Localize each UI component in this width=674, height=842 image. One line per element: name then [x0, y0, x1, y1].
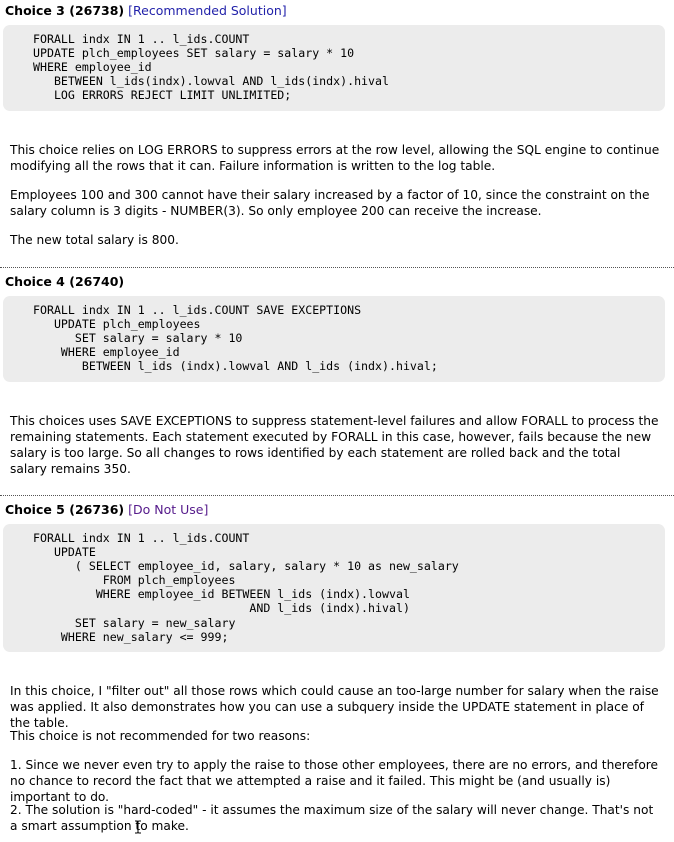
choice-5-code: FORALL indx IN 1 .. l_ids.COUNT UPDATE ( SELECT employee_id, salary, salary * 10 as new_salary FROM plch_employees WHERE employee_id BETWEEN l_ids (indx).lowval AND l_ids (indx).hival) SET salary = new_salary WHERE new_salary <= 999;	[33, 531, 459, 644]
choice-3-paragraph-1: This choice relies on LOG ERRORS to suppress errors at the row level, allowing the SQL engine to continue modifying all the rows that it can. Failure information is written to the log table.	[10, 143, 660, 173]
do-not-use-tag: [Do Not Use]	[128, 502, 209, 517]
choice-3-title: Choice 3 (26738)	[5, 3, 125, 18]
choice-3-header	[5, 3, 287, 19]
choice-5-title: Choice 5 (26736)	[5, 502, 125, 517]
separator-2	[0, 495, 674, 496]
choice-4-code-block	[3, 296, 665, 382]
choice-5-header	[5, 502, 208, 518]
choice-3-paragraph-3: The new total salary is 800.	[10, 233, 179, 247]
choice-3-paragraph-2: Employees 100 and 300 cannot have their salary increased by a factor of 10, since the constraint on the salary column is 3 digits - NUMBER(3). So only employee 200 can receive the increase.	[10, 188, 650, 218]
text-cursor-icon	[134, 820, 142, 834]
choice-3-code-block	[3, 25, 665, 111]
choice-5-paragraph-4: 2. The solution is "hard-coded" - it assumes the maximum size of the salary will never change. That's not a smart assumption to make.	[10, 803, 654, 833]
choice-5-paragraph-2: This choice is not recommended for two reasons:	[10, 729, 311, 743]
choice-4-paragraph-1: This choices uses SAVE EXCEPTIONS to suppress statement-level failures and allow FORALL to process the remaining statements. Each statement executed by FORALL in this case, however, fails because the new salary is too large. So all changes to rows identified by each statement are rolled back and the total salary remains 350.	[10, 414, 659, 476]
choice-3-code: FORALL indx IN 1 .. l_ids.COUNT UPDATE plch_employees SET salary = salary * 10 WHERE employee_id BETWEEN l_ids(indx).lowval AND l_ids(indx).hival LOG ERRORS REJECT LIMIT UNLIMITED;	[33, 32, 389, 103]
choice-4-title: Choice 4 (26740)	[5, 274, 125, 289]
choice-4-header	[5, 274, 124, 290]
choice-5-paragraph-1: In this choice, I "filter out" all those rows which could cause an too-large number for salary when the raise was applied. It also demonstrates how you can use a subquery inside the UPDATE statement in place of the table.	[10, 684, 659, 730]
choice-5-code-block	[3, 524, 665, 652]
choice-4-code: FORALL indx IN 1 .. l_ids.COUNT SAVE EXCEPTIONS UPDATE plch_employees SET salary = salary * 10 WHERE employee_id BETWEEN l_ids (indx).lowval AND l_ids (indx).hival;	[33, 303, 438, 374]
separator-1	[0, 267, 674, 268]
choice-5-paragraph-3: 1. Since we never even try to apply the raise to those other employees, there are no errors, and therefore no chance to record the fact that we attempted a raise and it failed. This might be (and usually is) important to do.	[10, 758, 659, 804]
recommended-solution-tag: [Recommended Solution]	[128, 3, 287, 18]
